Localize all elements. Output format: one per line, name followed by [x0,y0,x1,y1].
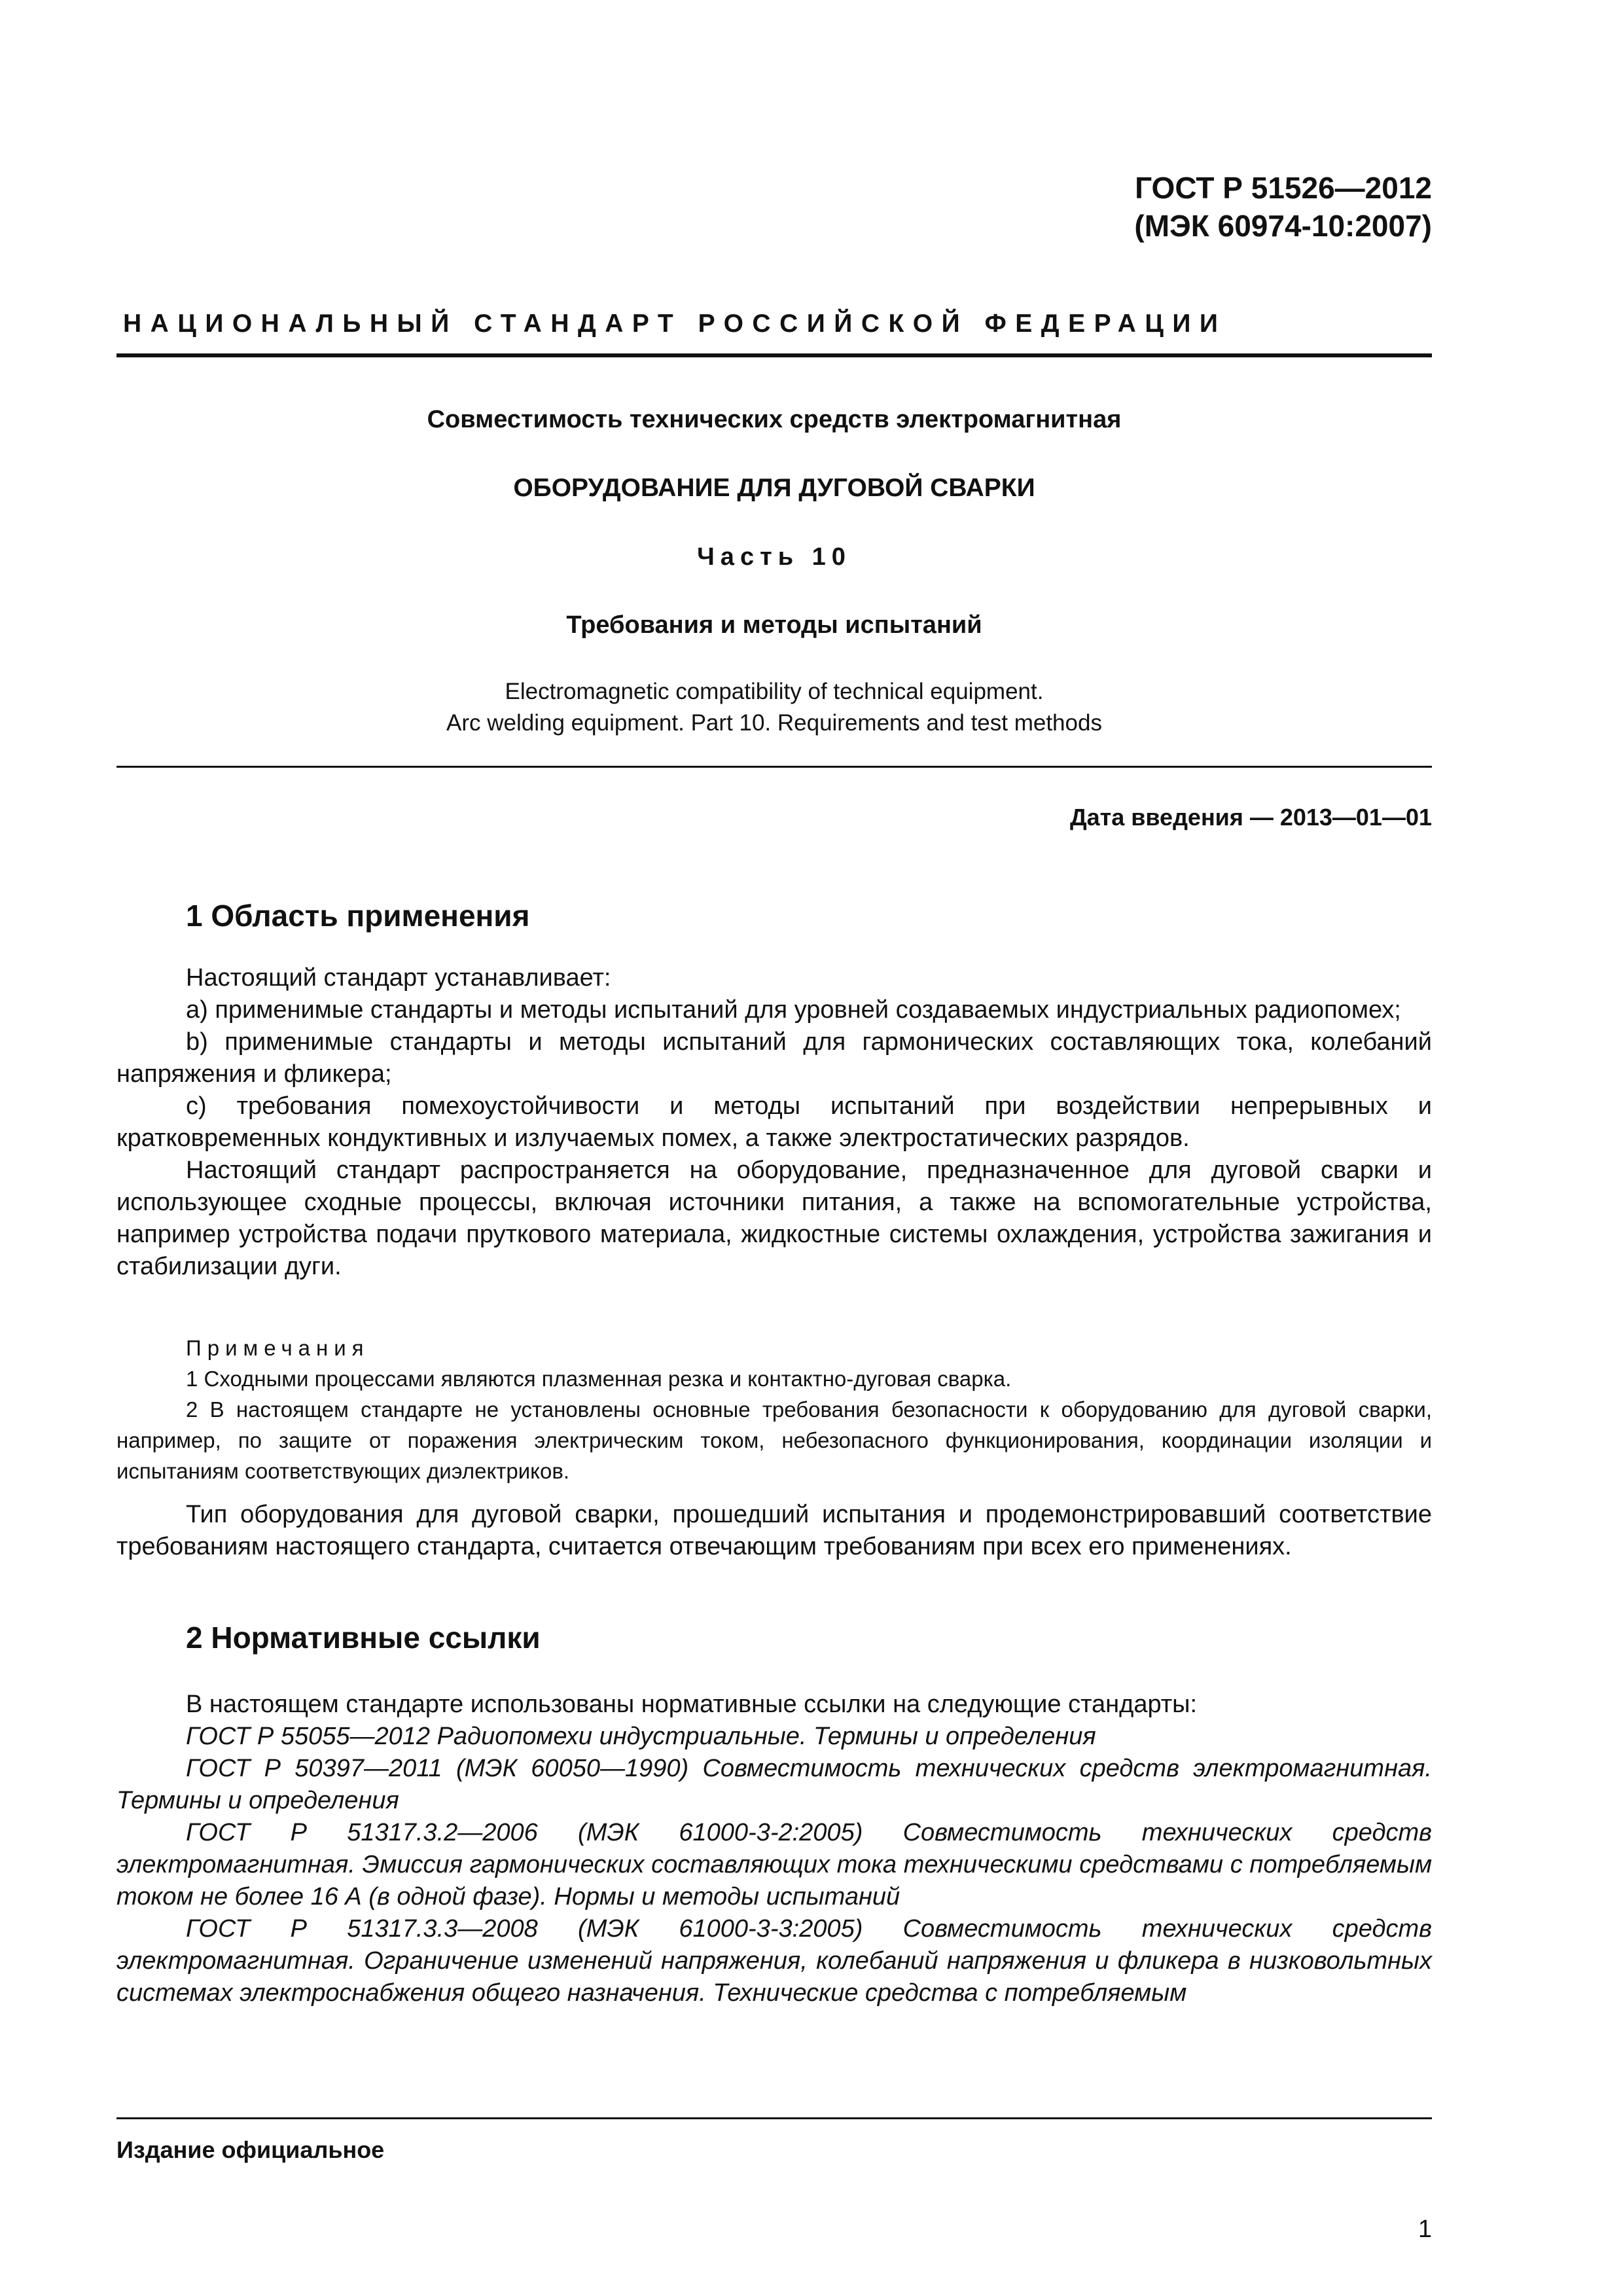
section-1-closing [116,1499,1432,1563]
list-item-a: а) применимые стандарты и методы испытаний для уровней создаваемых индустриальных радиопомех; [186,996,1401,1024]
notes-block [116,1333,1432,1486]
section-2-heading: 2 Нормативные ссылки [186,1621,541,1655]
note-2: 2 В настоящем стандарте не установлены основные требования безопасности к оборудованию для дуговой сварки, например, по защите от поражения электрическим током, небезопасного функционирования, координации изоляции и испытаниям соответствующих диэлектриков. [116,1397,1432,1483]
english-title-line-1: Electromagnetic compatibility of technical equipment. [505,679,1044,704]
title-part: Часть 10 [697,543,851,571]
title-main: ОБОРУДОВАНИЕ ДЛЯ ДУГОВОЙ СВАРКИ [513,474,1035,502]
reference-item: ГОСТ Р 51317.3.2—2006 (МЭК 61000-3-2:2005) Совместимость технических средств электромагнитная. Эмиссия гармонических составляющих тока техническими средствами с потребляемым током не более 16 А (в одной фазе). Нормы и методы испытаний [116,1819,1432,1910]
banner-rule [116,353,1432,357]
paragraph: Настоящий стандарт распространяется на оборудование, предназначенное для дуговой сварки и использующее сходные процессы, включая источники питания, а также на вспомогательные устройства, например устройства подачи пруткового материала, жидкостные системы охлаждения, устройства зажигания и стабилизации дуги. [116,1157,1432,1280]
list-item-c: с) требования помехоустойчивости и методы испытаний при воздействии непрерывных и кратковременных кондуктивных и излучаемых помех, а также электростатических разрядов. [116,1092,1432,1152]
paragraph: В настоящем стандарте использованы нормативные ссылки на следующие стандарты: [186,1691,1198,1718]
paragraph: Тип оборудования для дуговой сварки, прошедший испытания и продемонстрировавший соответствие требованиям настоящего стандарта, считается отвечающим требованиям при всех его применениях. [116,1501,1432,1560]
section-1-body [116,962,1432,1283]
reference-item: ГОСТ Р 51317.3.3—2008 (МЭК 61000-3-3:2005) Совместимость технических средств электромагнитная. Ограничение изменений напряжения, колебаний напряжения и фликера в низковольтных системах электроснабжения общего назначения. Технические средства с потребляемым [116,1915,1432,2007]
note-1: 1 Сходными процессами являются плазменная резка и контактно-дуговая сварка. [186,1367,1012,1391]
page-number: 1 [1418,2215,1432,2243]
title-english [116,676,1432,739]
designation-iec: (МЭК 60974-10:2007) [1134,209,1432,243]
section-1-heading: 1 Область применения [186,899,530,933]
notes-label: Примечания [186,1336,370,1360]
paragraph: Настоящий стандарт устанавливает: [186,964,611,992]
reference-item: ГОСТ Р 55055—2012 Радиопомехи индустриальные. Термины и определения [186,1723,1096,1750]
standard-designation [1134,169,1432,245]
introduction-date: Дата введения — 2013—01—01 [1069,804,1432,831]
english-title-line-2: Arc welding equipment. Part 10. Requirements and test methods [446,710,1102,736]
designation-number: ГОСТ Р 51526—2012 [1135,171,1432,205]
national-standard-banner: НАЦИОНАЛЬНЫЙ СТАНДАРТ РОССИЙСКОЙ ФЕДЕРАЦИИ [123,310,1227,338]
title-subtitle: Требования и методы испытаний [566,611,982,639]
reference-item: ГОСТ Р 50397—2011 (МЭК 60050—1990) Совместимость технических средств электромагнитная. Термины и определения [116,1755,1432,1814]
title-topic: Совместимость технических средств электромагнитная [427,406,1122,433]
list-item-b: b) применимые стандарты и методы испытаний для гармонических составляющих тока, колебаний напряжения и фликера; [116,1028,1432,1088]
section-2-body [116,1689,1432,2009]
title-rule [116,766,1432,768]
footer-rule [116,2117,1432,2119]
edition-note: Издание официальное [116,2136,385,2163]
